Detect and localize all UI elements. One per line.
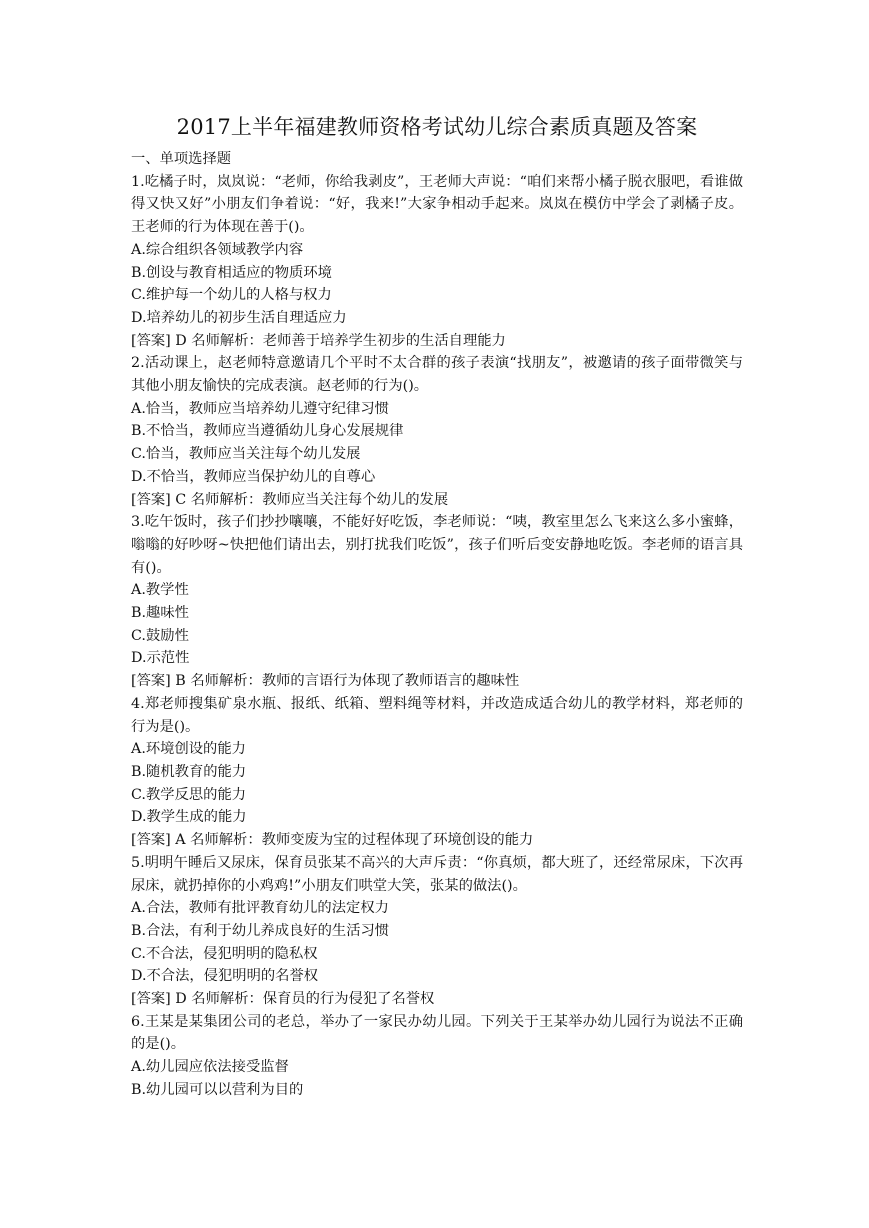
- option-c: C.教学反思的能力: [131, 786, 247, 803]
- option-c: C.恰当，教师应当关注每个幼儿发展: [131, 446, 361, 463]
- question-2: [131, 352, 743, 511]
- option-a: A.恰当，教师应当培养幼儿遵守纪律习惯: [131, 400, 389, 417]
- option-d: D.不合法，侵犯明明的名誉权: [131, 968, 319, 985]
- option-b: B.创设与教育相适应的物质环境: [131, 264, 332, 281]
- option-d: D.培养幼儿的初步生活自理适应力: [131, 309, 347, 326]
- question-text: 2.活动课上，赵老师特意邀请几个平时不太合群的孩子表演“找朋友”，被邀请的孩子面带微笑与其他小朋友愉快的完成表演。赵老师的行为()。: [131, 355, 743, 395]
- document-page: [131, 112, 743, 1102]
- answer-line: [答案] A 名师解析：教师变废为宝的过程体现了环境创设的能力: [131, 832, 534, 849]
- option-a: A.幼儿园应依法接受监督: [131, 1059, 289, 1076]
- answer-line: [答案] B 名师解析：教师的言语行为体现了教师语言的趣味性: [131, 673, 520, 690]
- question-5: [131, 852, 743, 1011]
- option-c: C.不合法，侵犯明明的隐私权: [131, 945, 318, 962]
- question-text: 4.郑老师搜集矿泉水瓶、报纸、纸箱、塑料绳等材料，并改造成适合幼儿的教学材料，郑老师的行为是()。: [131, 695, 743, 735]
- answer-line: [答案] D 名师解析：老师善于培养学生初步的生活自理能力: [131, 332, 506, 349]
- question-4: [131, 693, 743, 852]
- question-text: 1.吃橘子时，岚岚说：“老师，你给我剥皮”，王老师大声说：“咱们来帮小橘子脱衣服吧，看谁做得又快又好”小朋友们争着说：“好，我来!”大家争相动手起来。岚岚在模仿中学会了剥橘子皮。王老师的行为体现在善于()。: [131, 173, 743, 236]
- question-text: 6.王某是某集团公司的老总，举办了一家民办幼儿园。下列关于王某举办幼儿园行为说法不正确的是()。: [131, 1013, 743, 1053]
- option-d: D.教学生成的能力: [131, 809, 247, 826]
- option-a: A.综合组织各领域教学内容: [131, 241, 304, 258]
- option-a: A.教学性: [131, 582, 189, 599]
- option-d: D.示范性: [131, 650, 190, 667]
- option-b: B.幼儿园可以以营利为目的: [131, 1081, 304, 1098]
- answer-line: [答案] D 名师解析：保育员的行为侵犯了名誉权: [131, 991, 435, 1008]
- section-heading: 一、单项选择题: [131, 151, 232, 167]
- option-b: B.不恰当，教师应当遵循幼儿身心发展规律: [131, 423, 404, 440]
- option-c: C.鼓励性: [131, 627, 189, 644]
- option-b: B.随机教育的能力: [131, 763, 247, 780]
- question-text: 5.明明午睡后又尿床，保育员张某不高兴的大声斥责：“你真烦，都大班了，还经常尿床，下次再尿床，就扔掉你的小鸡鸡!”小朋友们哄堂大笑，张某的做法()。: [131, 854, 743, 894]
- question-3: [131, 511, 743, 693]
- option-d: D.不恰当，教师应当保护幼儿的自尊心: [131, 468, 376, 485]
- question-1: [131, 171, 743, 353]
- option-a: A.环境创设的能力: [131, 741, 246, 758]
- option-c: C.维护每一个幼儿的人格与权力: [131, 287, 332, 304]
- option-a: A.合法，教师有批评教育幼儿的法定权力: [131, 900, 389, 917]
- question-6: [131, 1011, 743, 1102]
- option-b: B.趣味性: [131, 605, 189, 622]
- option-b: B.合法，有利于幼儿养成良好的生活习惯: [131, 922, 390, 939]
- document-title: 2017上半年福建教师资格考试幼儿综合素质真题及答案: [176, 115, 698, 139]
- answer-line: [答案] C 名师解析：教师应当关注每个幼儿的发展: [131, 491, 449, 508]
- question-text: 3.吃午饭时，孩子们抄抄嚷嚷，不能好好吃饭，李老师说：“咦，教室里怎么飞来这么多小蜜蜂，嗡嗡的好吵呀~快把他们请出去，别打扰我们吃饭”，孩子们听后变安静地吃饭。李老师的语言具有()。: [131, 514, 743, 576]
